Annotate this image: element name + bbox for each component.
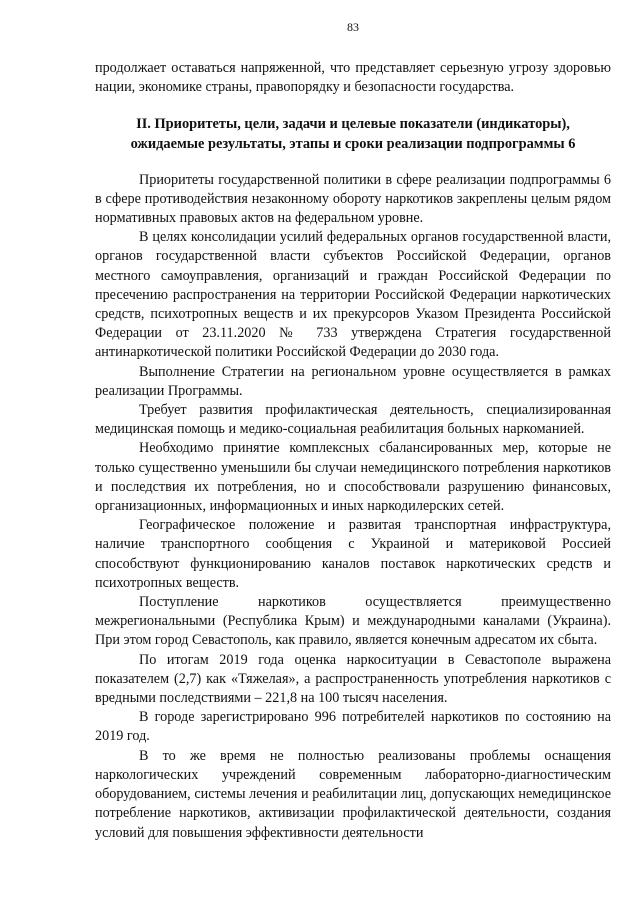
paragraph-consolidation: В целях консолидации усилий федеральных органов государственной власти, органов государственной власти субъектов Российской Федерации, органов местного самоуправления, организаций и граждан Российской Федерации по пресечению распространения на территории Российской Федерации наркотических средств, психотропных веществ и их прекурсоров Указом Президента Российской Федерации от 23.11.2020 № 733 утверждена Стратегия государственной антинаркотической политики Российской Федерации до 2030 года.	[95, 229, 611, 361]
paragraph-assessment-2019: По итогам 2019 года оценка наркоситуации в Севастополе выражена показателем (2,7) как «Тяжелая», а распространенность употребления наркотиков с вредными последствиями – 221,8 на 100 тысяч населения.	[95, 651, 611, 707]
paragraph-geography: Географическое положение и развитая транспортная инфраструктура, наличие транспортного сообщения с Украиной и материковой Россией способствуют функционированию каналов поставок наркотических средств и психотропных веществ.	[95, 517, 611, 591]
paragraph-prevention: Требует развития профилактическая деятельность, специализированная медицинская помощь и медико-социальная реабилитация больных наркоманией.	[95, 402, 611, 438]
section-heading	[95, 115, 611, 154]
paragraph-registered-users: В городе зарегистрировано 996 потребителей наркотиков по состоянию на 2019 год.	[95, 709, 611, 745]
paragraph-priorities: Приоритеты государственной политики в сфере реализации подпрограммы 6 в сфере противодействия незаконному обороту наркотиков закреплены целым рядом нормативных правовых актов на федеральном уровне.	[95, 171, 611, 226]
section-heading-line-1: II. Приоритеты, цели, задачи и целевые показатели (индикаторы),	[136, 116, 570, 133]
paragraph-measures: Необходимо принятие комплексных сбалансированных мер, которые не только существенно уменьшили бы случаи немедицинского потребления наркотиков и последствия их потребления, но и способствовали разрушению финансовых, организационных, информационных и иных наркодилерских сетей.	[95, 440, 611, 515]
document-body	[95, 59, 611, 843]
paragraph-continued: продолжает оставаться напряженной, что представляет серьезную угрозу здоровью нации, экономике страны, правопорядку и безопасности государства.	[95, 60, 611, 96]
paragraph-unresolved-problems: В то же время не полностью реализованы проблемы оснащения наркологических учреждений современным лабораторно-диагностическим оборудованием, системы лечения и реабилитации лиц, допускающих немедицинское потребление наркотиков, активизации профилактической деятельности, создания условий для повышения эффективности деятельности	[95, 747, 611, 841]
page-number: 83	[347, 20, 359, 34]
section-heading-line-2: ожидаемые результаты, этапы и сроки реализации подпрограммы 6	[130, 136, 576, 152]
paragraph-supply-channels: Поступление наркотиков осуществляется преимущественно межрегиональными (Республика Крым) и международными каналами (Украина). При этом город Севастополь, как правило, является конечным адресатом их сбыта.	[95, 594, 611, 649]
paragraph-strategy-implementation: Выполнение Стратегии на региональном уровне осуществляется в рамках реализации Программы.	[95, 363, 611, 399]
